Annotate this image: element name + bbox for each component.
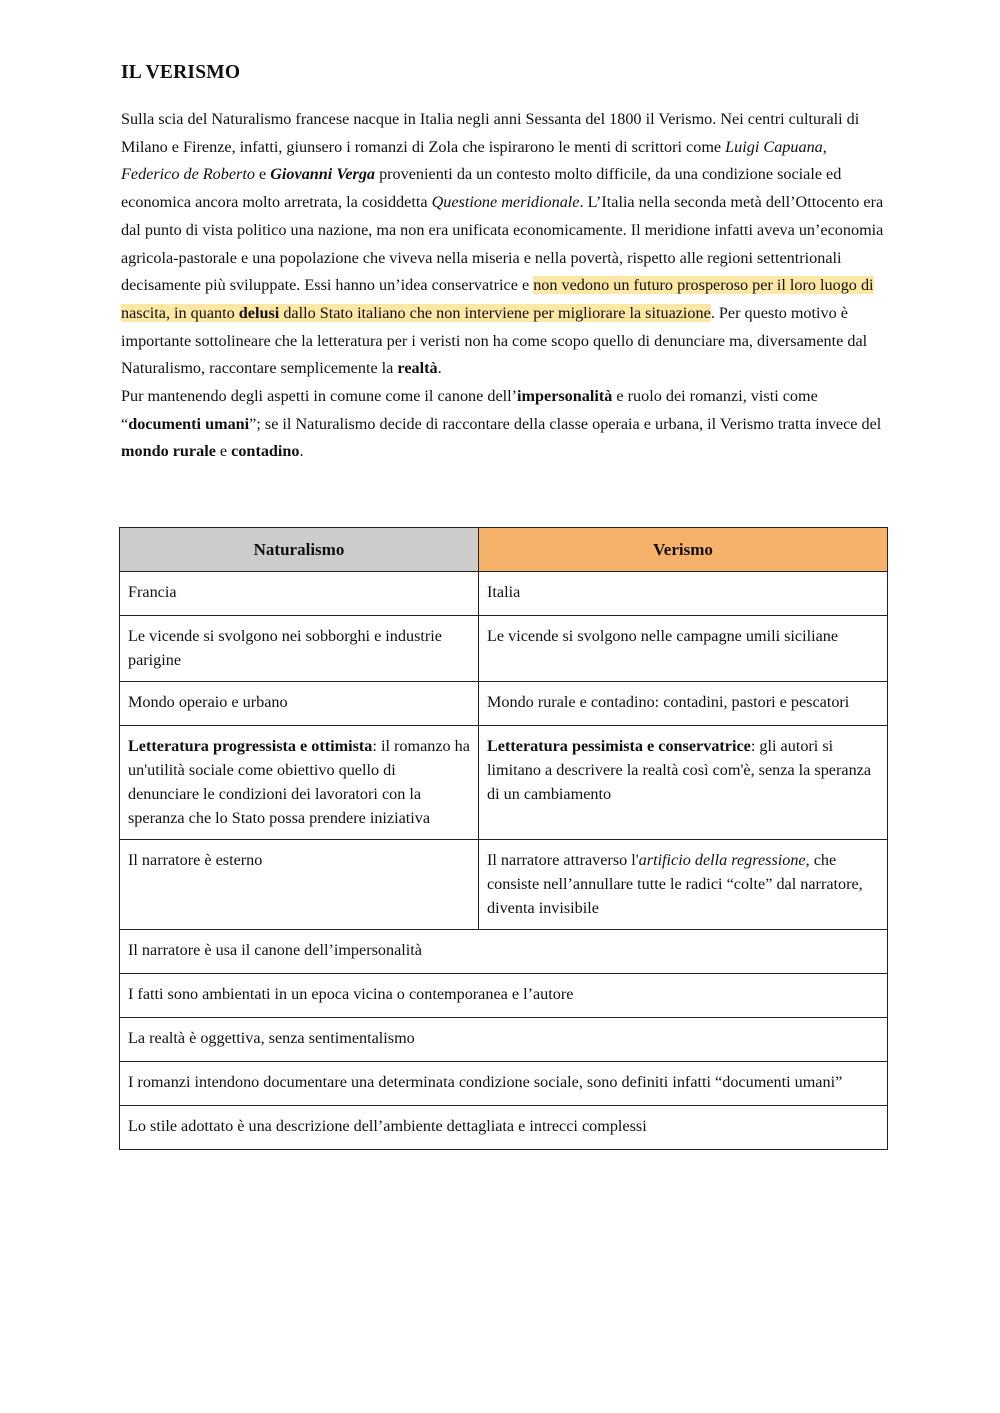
author-verga: Giovanni Verga [270,165,376,184]
cell-text: : gli autori si limitano a descrivere la realtà così com'è, senza la speranza di un cambiamento [487,737,872,803]
table-row [120,840,888,930]
table-header-row [120,528,888,572]
header-naturalismo: Naturalismo [120,528,479,572]
text-run: . Per questo motivo è importante sottolineare che la letteratura per i veristi non ha come scopo quello di denunciare ma, diversamente dal Naturalismo, raccontare semplicemente la [121,303,868,378]
cell-verismo: Italia [479,572,888,616]
table-row-shared [120,1106,888,1150]
cell-shared: I romanzi intendono documentare una determinata condizione sociale, sono definiti infatti “documenti umani” [120,1062,888,1106]
cell-text: Il narratore attraverso l' [487,851,639,869]
bold-mondo-rurale: mondo rurale [121,442,216,461]
text-run: e [254,165,271,184]
cell-shared: La realtà è oggettiva, senza sentimentalismo [120,1018,888,1062]
questione-meridionale: Questione meridionale [431,193,580,212]
page-title: IL VERISMO [121,62,241,83]
cell-naturalismo: Mondo operaio e urbano [120,682,479,726]
cell-shared: I fatti sono ambientati in un epoca vicina o contemporanea e l’autore [120,974,888,1018]
cell-verismo: Mondo rurale e contadino: contadini, pastori e pescatori [479,682,888,726]
table-row [120,682,888,726]
text-run: e ruolo dei romanzi, visti come “ [121,387,818,433]
table-row [120,616,888,682]
cell-text: : il romanzo ha un'utilità sociale come obiettivo quello di denunciare le condizioni dei lavoratori con la speranza che lo Stato possa prendere iniziativa [128,737,470,827]
cell-naturalismo: Il narratore è esterno [120,840,479,930]
body-text [121,106,888,466]
paragraph-intro [121,106,888,383]
cell-naturalismo: Francia [120,572,479,616]
cell-naturalismo: Le vicende si svolgono nei sobborghi e industrie parigine [120,616,479,682]
cell-verismo: Le vicende si svolgono nelle campagne umili siciliane [479,616,888,682]
bold-documenti-umani: documenti umani [128,414,250,433]
table-row [120,726,888,840]
author-de-roberto: Federico de Roberto [121,165,255,184]
cell-verismo [479,840,888,930]
bold-impersonalita: impersonalità [517,387,613,406]
table-row-shared [120,930,888,974]
cell-text: , che consiste nell’annullare tutte le radici “colte” dal narratore, diventa invisibile [487,851,863,917]
cell-naturalismo [120,726,479,840]
text-run: Sulla scia del Naturalismo francese nacque in Italia negli anni Sessanta del 1800 il Verismo. Nei centri culturali di Milano e Firenze, infatti, giunsero i romanzi di Zola che ispirarono le menti di scrittori come [121,110,860,156]
bold-contadino: contadino [231,442,300,461]
text-run: . [437,359,442,378]
bold-realta: realtà [397,359,438,378]
text-run: . [299,442,304,461]
cell-bold-label: Letteratura pessimista e conservatrice [487,737,751,755]
comparison-table [119,527,888,1150]
paragraph-comparison [121,383,888,466]
document-page [121,58,888,466]
text-run: Pur mantenendo degli aspetti in comune come il canone dell’ [121,387,518,406]
cell-bold-label: Letteratura progressista e ottimista [128,737,373,755]
text-run: non vedono un futuro prosperoso per il loro luogo di nascita, in quanto [121,276,874,322]
author-capuana: Luigi Capuana [725,137,823,156]
text-run: e [215,442,232,461]
cell-shared: Lo stile adottato è una descrizione dell’ambiente dettagliata e intrecci complessi [120,1106,888,1150]
cell-verismo [479,726,888,840]
cell-italic: artificio della regressione [638,851,806,869]
text-run: . L’Italia nella seconda metà dell’Ottocento era dal punto di vista politico una nazione, ma non era unificata economicamente. Il meridione infatti aveva un’economia agricola-pastorale e una popolazione che viveva nella miseria e nella povertà, rispetto alle regioni settentrionali decisamente più sviluppate. Essi hanno un’idea conservatrice e [121,193,884,295]
cell-shared: Il narratore è usa il canone dell’impersonalità [120,930,888,974]
table-row-shared [120,1062,888,1106]
text-run: , [822,137,827,156]
table-row-shared [120,1018,888,1062]
text-run: provenienti da un contesto molto difficile, da una condizione sociale ed economica ancora molto arretrata, la cosiddetta [121,165,842,212]
header-verismo: Verismo [479,528,888,572]
text-run: dallo Stato italiano che non interviene per migliorare la situazione [279,303,711,322]
bold-delusi: delusi [238,303,280,322]
table-row [120,572,888,616]
table-row-shared [120,974,888,1018]
text-run: ”; se il Naturalismo decide di raccontare della classe operaia e urbana, il Verismo tratta invece del [249,414,882,433]
